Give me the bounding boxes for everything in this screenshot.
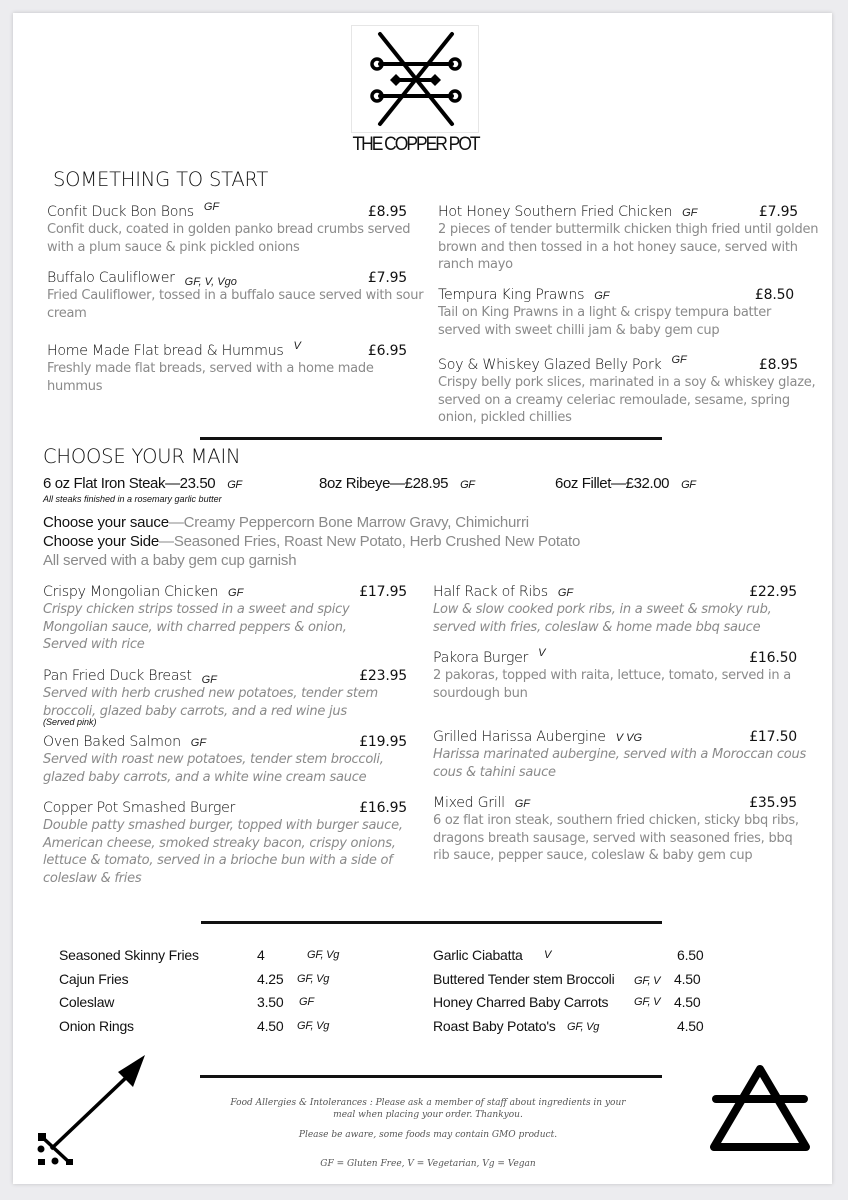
side-item: [433, 971, 701, 987]
menu-item: [43, 800, 407, 887]
item-name: Confit Duck Bon Bons: [47, 204, 194, 220]
item-description: Harissa marinated aubergine, served with a Moroccan cous cous & tahini sauce: [433, 747, 806, 780]
steak-label: 6oz Fillet—£32.00: [555, 475, 670, 492]
sauce-choice: [43, 513, 529, 532]
section-divider: [200, 1075, 662, 1078]
side-name: Garlic Ciabatta: [433, 947, 523, 963]
item-description: Double patty smashed burger, topped with burger sauce, American cheese, smoked streaky bacon, crispy onions, lettuce & tomato, served in a brioche bun with a side of coleslaw & fries: [43, 818, 403, 886]
side-price: 6.50: [677, 947, 704, 963]
item-description: Crispy belly pork slices, marinated in a soy & whiskey glaze, served on a creamy celeriac remoulade, sesame, spring onion, pickled chillies: [438, 375, 816, 425]
mains-title: CHOOSE YOUR MAIN: [43, 445, 241, 468]
dietary-tag: GF: [514, 798, 531, 810]
menu-item: [438, 354, 816, 427]
dietary-tag: GF: [203, 201, 220, 213]
item-name: Crispy Mongolian Chicken: [43, 584, 219, 600]
dietary-tag: GF: [299, 996, 314, 1008]
side-item: [59, 1018, 330, 1034]
dietary-tag: GF: [228, 587, 244, 599]
item-name: Pakora Burger: [433, 650, 529, 666]
menu-item: [43, 668, 407, 727]
item-price: £17.95: [359, 584, 407, 600]
side-item: [59, 994, 314, 1010]
side-price: 4: [257, 947, 265, 963]
item-name: Buffalo Cauliflower: [47, 270, 175, 286]
item-name: Copper Pot Smashed Burger: [43, 800, 236, 816]
menu-item: [47, 270, 424, 322]
side-name: Honey Charred Baby Carrots: [433, 994, 609, 1010]
item-description: Served with roast new potatoes, tender stem broccoli, glazed baby carrots, and a white wine cream sauce: [43, 752, 384, 785]
side-item: [433, 947, 704, 963]
item-name: Mixed Grill: [433, 795, 505, 811]
side-name: Roast Baby Potato's: [433, 1018, 556, 1034]
side-choice: [43, 532, 580, 551]
item-price: £7.95: [367, 270, 407, 286]
dietary-tag: GF: [227, 479, 242, 491]
side-options: —Seasoned Fries, Roast New Potato, Herb Crushed New Potato: [159, 533, 581, 550]
side-name: Onion Rings: [59, 1018, 134, 1034]
side-price: 4.25: [257, 971, 284, 987]
item-name: Grilled Harissa Aubergine: [433, 729, 606, 745]
allergy-notice: Food Allergies & Intolerances : Please ask a member of staff about ingredients in your meal when placing your order. Thankyou.: [230, 1098, 626, 1120]
item-price: £16.95: [359, 800, 407, 816]
dietary-tag: GF: [460, 479, 475, 491]
sauce-options: —Creamy Peppercorn Bone Marrow Gravy, Chimichurri: [168, 514, 529, 531]
side-price: 4.50: [257, 1018, 284, 1034]
item-description: 6 oz flat iron steak, southern fried chicken, sticky bbq ribs, dragons breath sausage, served with seasoned fries, bbq rib sauce, pepper sauce, coleslaw & baby gem cup: [433, 813, 799, 863]
steak-label: 6 oz Flat Iron Steak—23.50: [43, 475, 216, 492]
dietary-tag: GF: [201, 674, 217, 686]
item-name: Hot Honey Southern Fried Chicken: [438, 204, 673, 220]
side-name: Buttered Tender stem Broccoli: [433, 971, 615, 987]
section-divider: [200, 437, 662, 440]
arrow-sigil-icon: [35, 1049, 151, 1165]
dietary-tag: V VG: [615, 732, 643, 744]
item-description: Fried Cauliflower, tossed in a buffalo sauce served with sour cream: [47, 288, 424, 321]
dietary-tag: GF: [557, 587, 574, 599]
side-name: Coleslaw: [59, 994, 115, 1010]
crossed-circuit-emblem-icon: [352, 26, 480, 134]
side-item: [433, 1018, 704, 1034]
menu-item: [433, 795, 797, 865]
dietary-tag: GF, V: [634, 996, 661, 1008]
dietary-tag: GF: [594, 290, 610, 302]
dietary-tag: GF, Vg: [307, 949, 340, 961]
item-note: (Served pink): [43, 717, 97, 727]
dietary-tag: V: [544, 949, 552, 961]
gmo-notice: Please be aware, some foods may contain GMO product.: [298, 1130, 558, 1140]
dietary-tag: GF: [671, 354, 687, 366]
item-description: Low & slow cooked pork ribs, in a sweet & smoky rub, served with fries, coleslaw & home made bbq sauce: [433, 602, 772, 635]
dietary-tag: GF, Vg: [297, 973, 330, 985]
air-element-triangle-icon: [706, 1063, 814, 1155]
side-price: 3.50: [257, 994, 284, 1010]
item-price: £8.95: [367, 204, 407, 220]
side-name: Cajun Fries: [59, 971, 129, 987]
dietary-tag: GF, Vg: [297, 1020, 330, 1032]
dietary-tag: GF, V, Vgo: [184, 276, 237, 288]
restaurant-name: THE COPPER POT: [352, 134, 479, 155]
section-divider: [201, 921, 662, 924]
garnish-note: All served with a baby gem cup garnish: [43, 552, 297, 569]
item-price: £19.95: [359, 734, 407, 750]
item-description: Confit duck, coated in golden panko bread crumbs served with a plum sauce & pink pickled onions: [47, 222, 411, 255]
menu-item: [433, 647, 797, 702]
side-price: 4.50: [674, 971, 701, 987]
item-description: Freshly made flat breads, served with a home made hummus: [47, 361, 374, 394]
dietary-tag: V: [293, 340, 301, 352]
menu-item: [433, 729, 806, 781]
item-price: £35.95: [749, 795, 797, 811]
steak-option: [319, 475, 475, 492]
item-price: £8.50: [754, 287, 794, 303]
item-price: £8.95: [758, 357, 798, 373]
menu-item: [43, 584, 407, 654]
menu-item: [433, 584, 797, 636]
menu-page: [13, 13, 832, 1184]
item-name: Half Rack of Ribs: [433, 584, 548, 600]
item-price: £17.50: [749, 729, 797, 745]
dietary-tag: GF: [682, 207, 698, 219]
menu-item: [43, 734, 407, 786]
side-item: [59, 947, 340, 963]
dietary-tag: GF, V: [634, 975, 661, 987]
item-name: Soy & Whiskey Glazed Belly Pork: [438, 357, 662, 373]
item-name: Oven Baked Salmon: [43, 734, 181, 750]
item-name: Tempura King Prawns: [438, 287, 585, 303]
item-description: Served with herb crushed new potatoes, tender stem broccoli, glazed baby carrots, and a red wine jus: [43, 686, 378, 719]
side-item: [433, 994, 701, 1010]
item-description: Crispy chicken strips tossed in a sweet and spicy Mongolian sauce, with charred peppers & onion, Served with rice: [43, 602, 350, 652]
menu-item: [438, 204, 819, 274]
menu-item: [47, 340, 407, 395]
item-price: £6.95: [367, 343, 407, 359]
dietary-tag: GF: [190, 737, 207, 749]
item-description: 2 pieces of tender buttermilk chicken thigh fried until golden brown and then tossed in a hot honey sauce, served with ranch mayo: [438, 222, 819, 272]
menu-item: [438, 287, 794, 339]
item-name: Pan Fried Duck Breast: [43, 668, 192, 684]
starters-title: SOMETHING TO START: [53, 168, 269, 191]
dietary-tag: GF: [681, 479, 696, 491]
item-price: £22.95: [749, 584, 797, 600]
steak-option: [43, 475, 242, 492]
side-label: Choose your Side: [43, 533, 160, 550]
item-price: £23.95: [359, 668, 407, 684]
item-name: Home Made Flat bread & Hummus: [47, 343, 284, 359]
steak-label: 8oz Ribeye—£28.95: [319, 475, 449, 492]
sauce-label: Choose your sauce: [43, 514, 169, 531]
steak-option: [555, 475, 696, 492]
item-price: £16.50: [749, 650, 797, 666]
steak-note: All steaks finished in a rosemary garlic butter: [43, 494, 222, 504]
dietary-tag: V: [538, 647, 546, 659]
dietary-tag: GF, Vg: [567, 1021, 600, 1033]
side-item: [59, 971, 330, 987]
side-price: 4.50: [677, 1018, 704, 1034]
menu-item: [47, 201, 411, 256]
item-description: Tail on King Prawns in a light & crispy tempura batter served with sweet chilli jam & baby gem cup: [438, 305, 772, 338]
logo: [351, 25, 479, 133]
side-price: 4.50: [674, 994, 701, 1010]
item-price: £7.95: [758, 204, 798, 220]
side-name: Seasoned Skinny Fries: [59, 947, 199, 963]
dietary-legend: GF = Gluten Free, V = Vegetarian, Vg = Vegan: [320, 1159, 536, 1169]
item-description: 2 pakoras, topped with raita, lettuce, tomato, served in a sourdough bun: [433, 668, 791, 701]
